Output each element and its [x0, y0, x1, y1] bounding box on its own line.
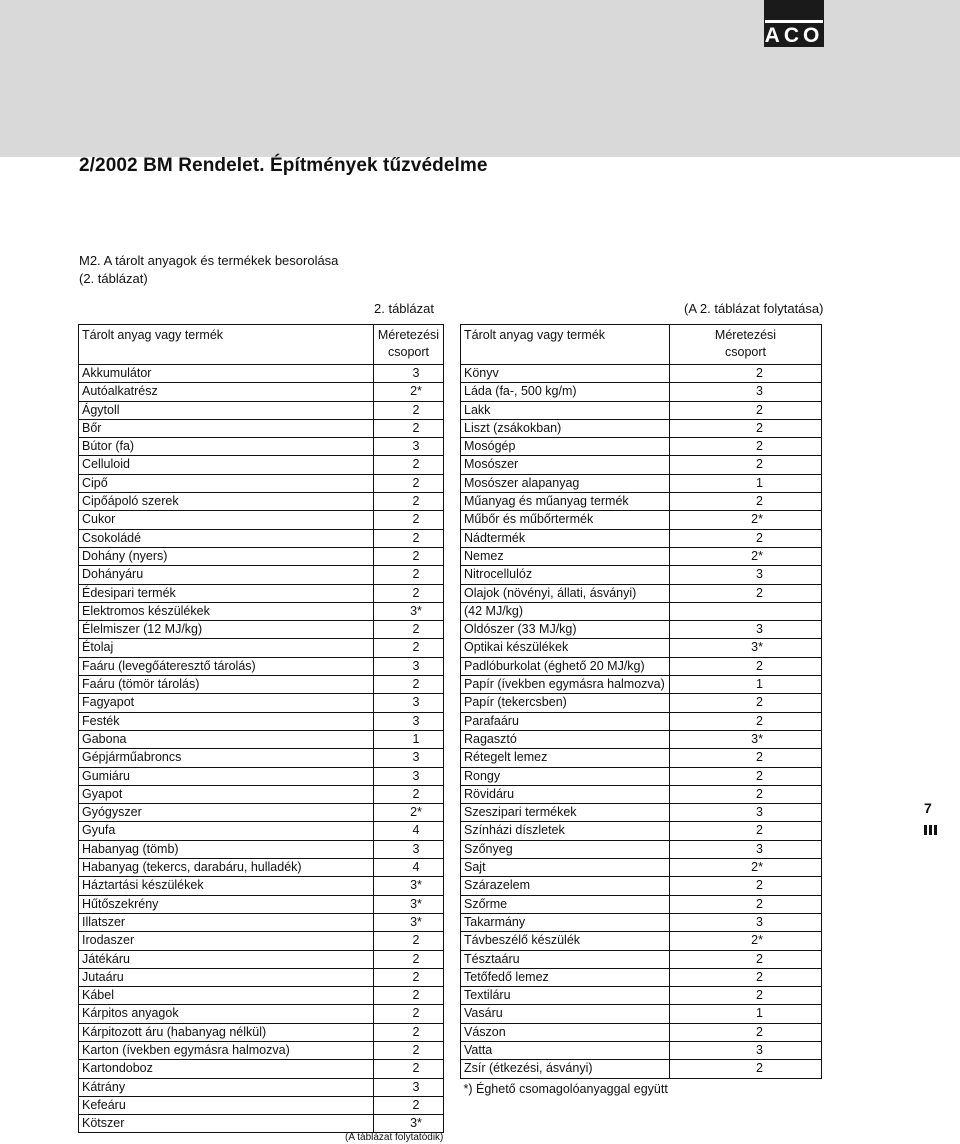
group-value: 3	[670, 1041, 822, 1059]
material-name: Gumiáru	[79, 767, 374, 785]
group-value: 2	[670, 1023, 822, 1041]
group-value: 2	[670, 822, 822, 840]
group-value: 2	[374, 950, 444, 968]
material-name: Tetőfedő lemez	[461, 968, 670, 986]
group-value: 2	[670, 694, 822, 712]
table-row	[79, 895, 444, 913]
material-name: Gépjárműabroncs	[79, 749, 374, 767]
table-row	[461, 822, 822, 840]
table-row	[461, 694, 822, 712]
material-name: Faáru (tömör tárolás)	[79, 676, 374, 694]
group-value: 3	[670, 621, 822, 639]
group-value: 2	[670, 968, 822, 986]
group-value: 2	[374, 968, 444, 986]
header-group-line-1: Méretezési	[377, 328, 440, 342]
group-value: 2	[670, 950, 822, 968]
material-name: Liszt (zsákokban)	[461, 419, 670, 437]
table-row	[79, 657, 444, 675]
group-value: 3	[670, 383, 822, 401]
group-value: 2	[670, 365, 822, 383]
group-value: 2	[670, 712, 822, 730]
material-name: Irodaszer	[79, 932, 374, 950]
group-value: 3*	[670, 639, 822, 657]
group-value: 2	[374, 584, 444, 602]
table-row	[79, 749, 444, 767]
material-name: Élelmiszer (12 MJ/kg)	[79, 621, 374, 639]
table-row	[79, 383, 444, 401]
section-subtitle	[79, 252, 338, 288]
material-name: Gyapot	[79, 785, 374, 803]
table-row	[79, 767, 444, 785]
group-value: 2	[670, 456, 822, 474]
group-value: 2	[374, 1041, 444, 1059]
materials-table-right	[460, 324, 822, 1098]
material-name: Háztartási készülékek	[79, 877, 374, 895]
document-title: 2/2002 BM Rendelet. Építmények tűzvédelme	[79, 155, 488, 176]
material-name: Dohány (nyers)	[79, 547, 374, 565]
material-name: Autóalkatrész	[79, 383, 374, 401]
table-row	[79, 913, 444, 931]
material-name: Dohányáru	[79, 566, 374, 584]
material-name: Habanyag (tömb)	[79, 840, 374, 858]
material-name: Kátrány	[79, 1078, 374, 1096]
table-row	[79, 566, 444, 584]
group-value: 2	[670, 438, 822, 456]
subtitle-line-2: (2. táblázat)	[79, 271, 148, 286]
group-value: 2	[374, 456, 444, 474]
table-row	[461, 401, 822, 419]
material-name: Kárpitozott áru (habanyag nélkül)	[79, 1023, 374, 1041]
material-name: Színházi díszletek	[461, 822, 670, 840]
material-name: Ágytoll	[79, 401, 374, 419]
group-value: 4	[374, 859, 444, 877]
table-row	[79, 822, 444, 840]
material-name: Festék	[79, 712, 374, 730]
table-row	[79, 968, 444, 986]
material-name: Távbeszélő készülék	[461, 932, 670, 950]
material-name: Szőrme	[461, 895, 670, 913]
header-group-line-2: csoport	[725, 345, 766, 359]
material-name: Könyv	[461, 365, 670, 383]
group-value: 2	[374, 511, 444, 529]
group-value: 2	[374, 676, 444, 694]
material-name: Fagyapot	[79, 694, 374, 712]
header-material: Tárolt anyag vagy termék	[79, 325, 374, 365]
table-row	[79, 602, 444, 620]
group-value: 2	[670, 657, 822, 675]
material-name: Lakk	[461, 401, 670, 419]
table-row	[79, 456, 444, 474]
material-name: Elektromos készülékek	[79, 602, 374, 620]
table-row	[461, 785, 822, 803]
group-value: 3	[374, 1078, 444, 1096]
table-row	[461, 566, 822, 584]
group-value: 2	[670, 767, 822, 785]
group-value: 2	[670, 987, 822, 1005]
table-row	[461, 730, 822, 748]
material-name: Rétegelt lemez	[461, 749, 670, 767]
table-row	[79, 438, 444, 456]
table-row	[79, 1078, 444, 1096]
group-value: 2	[374, 493, 444, 511]
group-value: 3	[670, 840, 822, 858]
group-value: 2*	[374, 383, 444, 401]
material-name: Celluloid	[79, 456, 374, 474]
table-caption-right: (A 2. táblázat folytatása)	[684, 301, 824, 316]
material-name: Tésztaáru	[461, 950, 670, 968]
group-value: 2	[374, 566, 444, 584]
table-row	[79, 1115, 444, 1133]
group-value: 3*	[374, 913, 444, 931]
material-name: Nádtermék	[461, 529, 670, 547]
subtitle-line-1: M2. A tárolt anyagok és termékek besorolása	[79, 253, 339, 268]
material-name: Mosógép	[461, 438, 670, 456]
table-row	[79, 584, 444, 602]
material-name: Akkumulátor	[79, 365, 374, 383]
table-row	[79, 401, 444, 419]
materials-table-left	[78, 324, 444, 1133]
group-value: 2	[670, 529, 822, 547]
material-name: Gyufa	[79, 822, 374, 840]
table-row	[79, 1023, 444, 1041]
table-row	[79, 474, 444, 492]
table-row	[461, 859, 822, 877]
material-name: Cipőápoló szerek	[79, 493, 374, 511]
group-value: 2	[670, 419, 822, 437]
material-name: Bőr	[79, 419, 374, 437]
logo-text: ACO	[765, 20, 824, 47]
material-name: Gyógyszer	[79, 804, 374, 822]
table-row	[461, 968, 822, 986]
table-row	[461, 676, 822, 694]
table-row	[461, 1023, 822, 1041]
footnote: *) Éghető csomagolóanyaggal együtt	[463, 1081, 668, 1096]
material-name: Nitrocellulóz	[461, 566, 670, 584]
table-row	[461, 438, 822, 456]
continuation-note: (A táblázat folytatódik)	[345, 1132, 444, 1143]
group-value: 3*	[670, 730, 822, 748]
table-row	[79, 676, 444, 694]
header-group	[670, 325, 822, 365]
material-name: Csokoládé	[79, 529, 374, 547]
material-name: Textiláru	[461, 987, 670, 1005]
table-row	[461, 950, 822, 968]
material-name: Habanyag (tekercs, darabáru, hulladék)	[79, 859, 374, 877]
group-value: 2	[670, 785, 822, 803]
material-name: Olajok (növényi, állati, ásványi)	[461, 584, 670, 602]
material-name: Láda (fa-, 500 kg/m)	[461, 383, 670, 401]
table-row	[461, 547, 822, 565]
material-name: Cipő	[79, 474, 374, 492]
material-name: Rongy	[461, 767, 670, 785]
table-row	[461, 511, 822, 529]
group-value: 2	[374, 621, 444, 639]
table-row	[461, 1005, 822, 1023]
material-name: Szárazelem	[461, 877, 670, 895]
table-row	[79, 365, 444, 383]
group-value: 3*	[374, 895, 444, 913]
material-name: Bútor (fa)	[79, 438, 374, 456]
material-name: Hűtőszekrény	[79, 895, 374, 913]
material-name: Oldószer (33 MJ/kg)	[461, 621, 670, 639]
table-row	[461, 913, 822, 931]
material-name: Műbőr és műbőrtermék	[461, 511, 670, 529]
header-group-line-2: csoport	[388, 345, 429, 359]
group-value: 3	[374, 749, 444, 767]
group-value: 2	[374, 785, 444, 803]
group-value: 2	[374, 529, 444, 547]
group-value: 2*	[374, 804, 444, 822]
group-value: 2	[374, 932, 444, 950]
group-value: 3	[670, 566, 822, 584]
group-value: 3	[374, 767, 444, 785]
page-number: 7	[924, 800, 932, 816]
material-name: Takarmány	[461, 913, 670, 931]
material-name: Jutaáru	[79, 968, 374, 986]
material-name: Nemez	[461, 547, 670, 565]
group-value: 3	[374, 657, 444, 675]
header-material: Tárolt anyag vagy termék	[461, 325, 670, 365]
group-value: 2	[374, 1005, 444, 1023]
table-row	[79, 493, 444, 511]
group-value: 1	[670, 474, 822, 492]
table-row	[79, 730, 444, 748]
group-value: 2	[374, 1060, 444, 1078]
material-name: Papír (ívekben egymásra halmozva)	[461, 676, 670, 694]
group-value: 2	[374, 401, 444, 419]
material-name: Szőnyeg	[461, 840, 670, 858]
table-row	[79, 1005, 444, 1023]
group-value: 2	[374, 474, 444, 492]
table-row	[79, 859, 444, 877]
material-name: Padlóburkolat (éghető 20 MJ/kg)	[461, 657, 670, 675]
material-name: Parafaáru	[461, 712, 670, 730]
material-name: Kábel	[79, 987, 374, 1005]
table-row	[79, 419, 444, 437]
group-value: 2	[374, 639, 444, 657]
footnote-row	[461, 1078, 822, 1098]
group-value: 2	[374, 547, 444, 565]
table-row	[461, 1041, 822, 1059]
material-name: Vatta	[461, 1041, 670, 1059]
group-value: 3	[374, 365, 444, 383]
material-name: Illatszer	[79, 913, 374, 931]
group-value: 2	[374, 419, 444, 437]
material-name: Édesipari termék	[79, 584, 374, 602]
table-row	[79, 1096, 444, 1114]
material-name: Cukor	[79, 511, 374, 529]
table-row	[461, 529, 822, 547]
group-value: 2	[670, 1060, 822, 1078]
group-value: 3	[374, 712, 444, 730]
table-row	[461, 1060, 822, 1078]
material-name: Zsír (étkezési, ásványi)	[461, 1060, 670, 1078]
table-row	[79, 840, 444, 858]
table-row	[461, 932, 822, 950]
table-row	[461, 621, 822, 639]
table-row	[79, 950, 444, 968]
group-value: 1	[670, 676, 822, 694]
table-row	[461, 365, 822, 383]
material-name: Karton (ívekben egymásra halmozva)	[79, 1041, 374, 1059]
table-row	[461, 602, 822, 620]
material-name: (42 MJ/kg)	[461, 602, 670, 620]
table-row	[79, 547, 444, 565]
material-name: Kárpitos anyagok	[79, 1005, 374, 1023]
table-row	[461, 639, 822, 657]
material-name: Ragasztó	[461, 730, 670, 748]
table-row	[79, 877, 444, 895]
table-row	[79, 804, 444, 822]
group-value: 2*	[670, 547, 822, 565]
material-name: Vászon	[461, 1023, 670, 1041]
table-row	[461, 840, 822, 858]
group-value: 3	[374, 438, 444, 456]
table-row	[461, 767, 822, 785]
table-row	[461, 419, 822, 437]
group-value: 3	[374, 694, 444, 712]
table-row	[461, 712, 822, 730]
table-row	[461, 749, 822, 767]
group-value: 2	[670, 895, 822, 913]
group-value: 4	[374, 822, 444, 840]
group-value: 2*	[670, 511, 822, 529]
group-value: 3*	[374, 877, 444, 895]
material-name: Optikai készülékek	[461, 639, 670, 657]
table-row	[79, 694, 444, 712]
group-value: 2*	[670, 859, 822, 877]
material-name: Rövidáru	[461, 785, 670, 803]
material-name: Faáru (levegőáteresztő tárolás)	[79, 657, 374, 675]
material-name: Mosószer alapanyag	[461, 474, 670, 492]
material-name: Papír (tekercsben)	[461, 694, 670, 712]
table-row	[79, 932, 444, 950]
table-row	[79, 529, 444, 547]
group-value: 1	[374, 730, 444, 748]
aco-logo	[764, 0, 824, 47]
table-row	[79, 712, 444, 730]
table-row	[79, 1041, 444, 1059]
table-row	[461, 877, 822, 895]
table-row	[461, 584, 822, 602]
material-name: Szeszipari termékek	[461, 804, 670, 822]
group-value: 3	[374, 840, 444, 858]
material-name: Kötszer	[79, 1115, 374, 1133]
table-row	[461, 383, 822, 401]
material-name: Étolaj	[79, 639, 374, 657]
group-value: 3*	[374, 1115, 444, 1133]
material-name: Kefeáru	[79, 1096, 374, 1114]
table-row	[79, 621, 444, 639]
material-name: Gabona	[79, 730, 374, 748]
table-caption-left: 2. táblázat	[374, 301, 434, 316]
material-name: Sajt	[461, 859, 670, 877]
material-name: Műanyag és műanyag termék	[461, 493, 670, 511]
group-value: 2	[670, 493, 822, 511]
section-marker-icon	[924, 822, 939, 832]
table-row	[461, 493, 822, 511]
group-value	[670, 602, 822, 620]
table-row	[461, 456, 822, 474]
group-value: 2	[374, 1096, 444, 1114]
material-name: Kartondoboz	[79, 1060, 374, 1078]
table-row	[79, 639, 444, 657]
group-value: 2	[670, 401, 822, 419]
table-row	[461, 657, 822, 675]
group-value: 2	[374, 987, 444, 1005]
table-row	[79, 785, 444, 803]
table-row	[461, 474, 822, 492]
table-row	[461, 895, 822, 913]
group-value: 3	[670, 913, 822, 931]
group-value: 2	[374, 1023, 444, 1041]
material-name: Játékáru	[79, 950, 374, 968]
header-group-line-1: Méretezési	[714, 328, 777, 342]
table-header-row	[79, 325, 444, 365]
material-name: Mosószer	[461, 456, 670, 474]
group-value: 2	[670, 877, 822, 895]
table-header-row	[461, 325, 822, 365]
group-value: 3*	[374, 602, 444, 620]
group-value: 2*	[670, 932, 822, 950]
group-value: 1	[670, 1005, 822, 1023]
group-value: 2	[670, 749, 822, 767]
material-name: Vasáru	[461, 1005, 670, 1023]
group-value: 3	[670, 804, 822, 822]
table-row	[79, 511, 444, 529]
table-row	[461, 804, 822, 822]
table-row	[79, 1060, 444, 1078]
header-group	[374, 325, 444, 365]
table-row	[79, 987, 444, 1005]
group-value: 2	[670, 584, 822, 602]
table-row	[461, 987, 822, 1005]
